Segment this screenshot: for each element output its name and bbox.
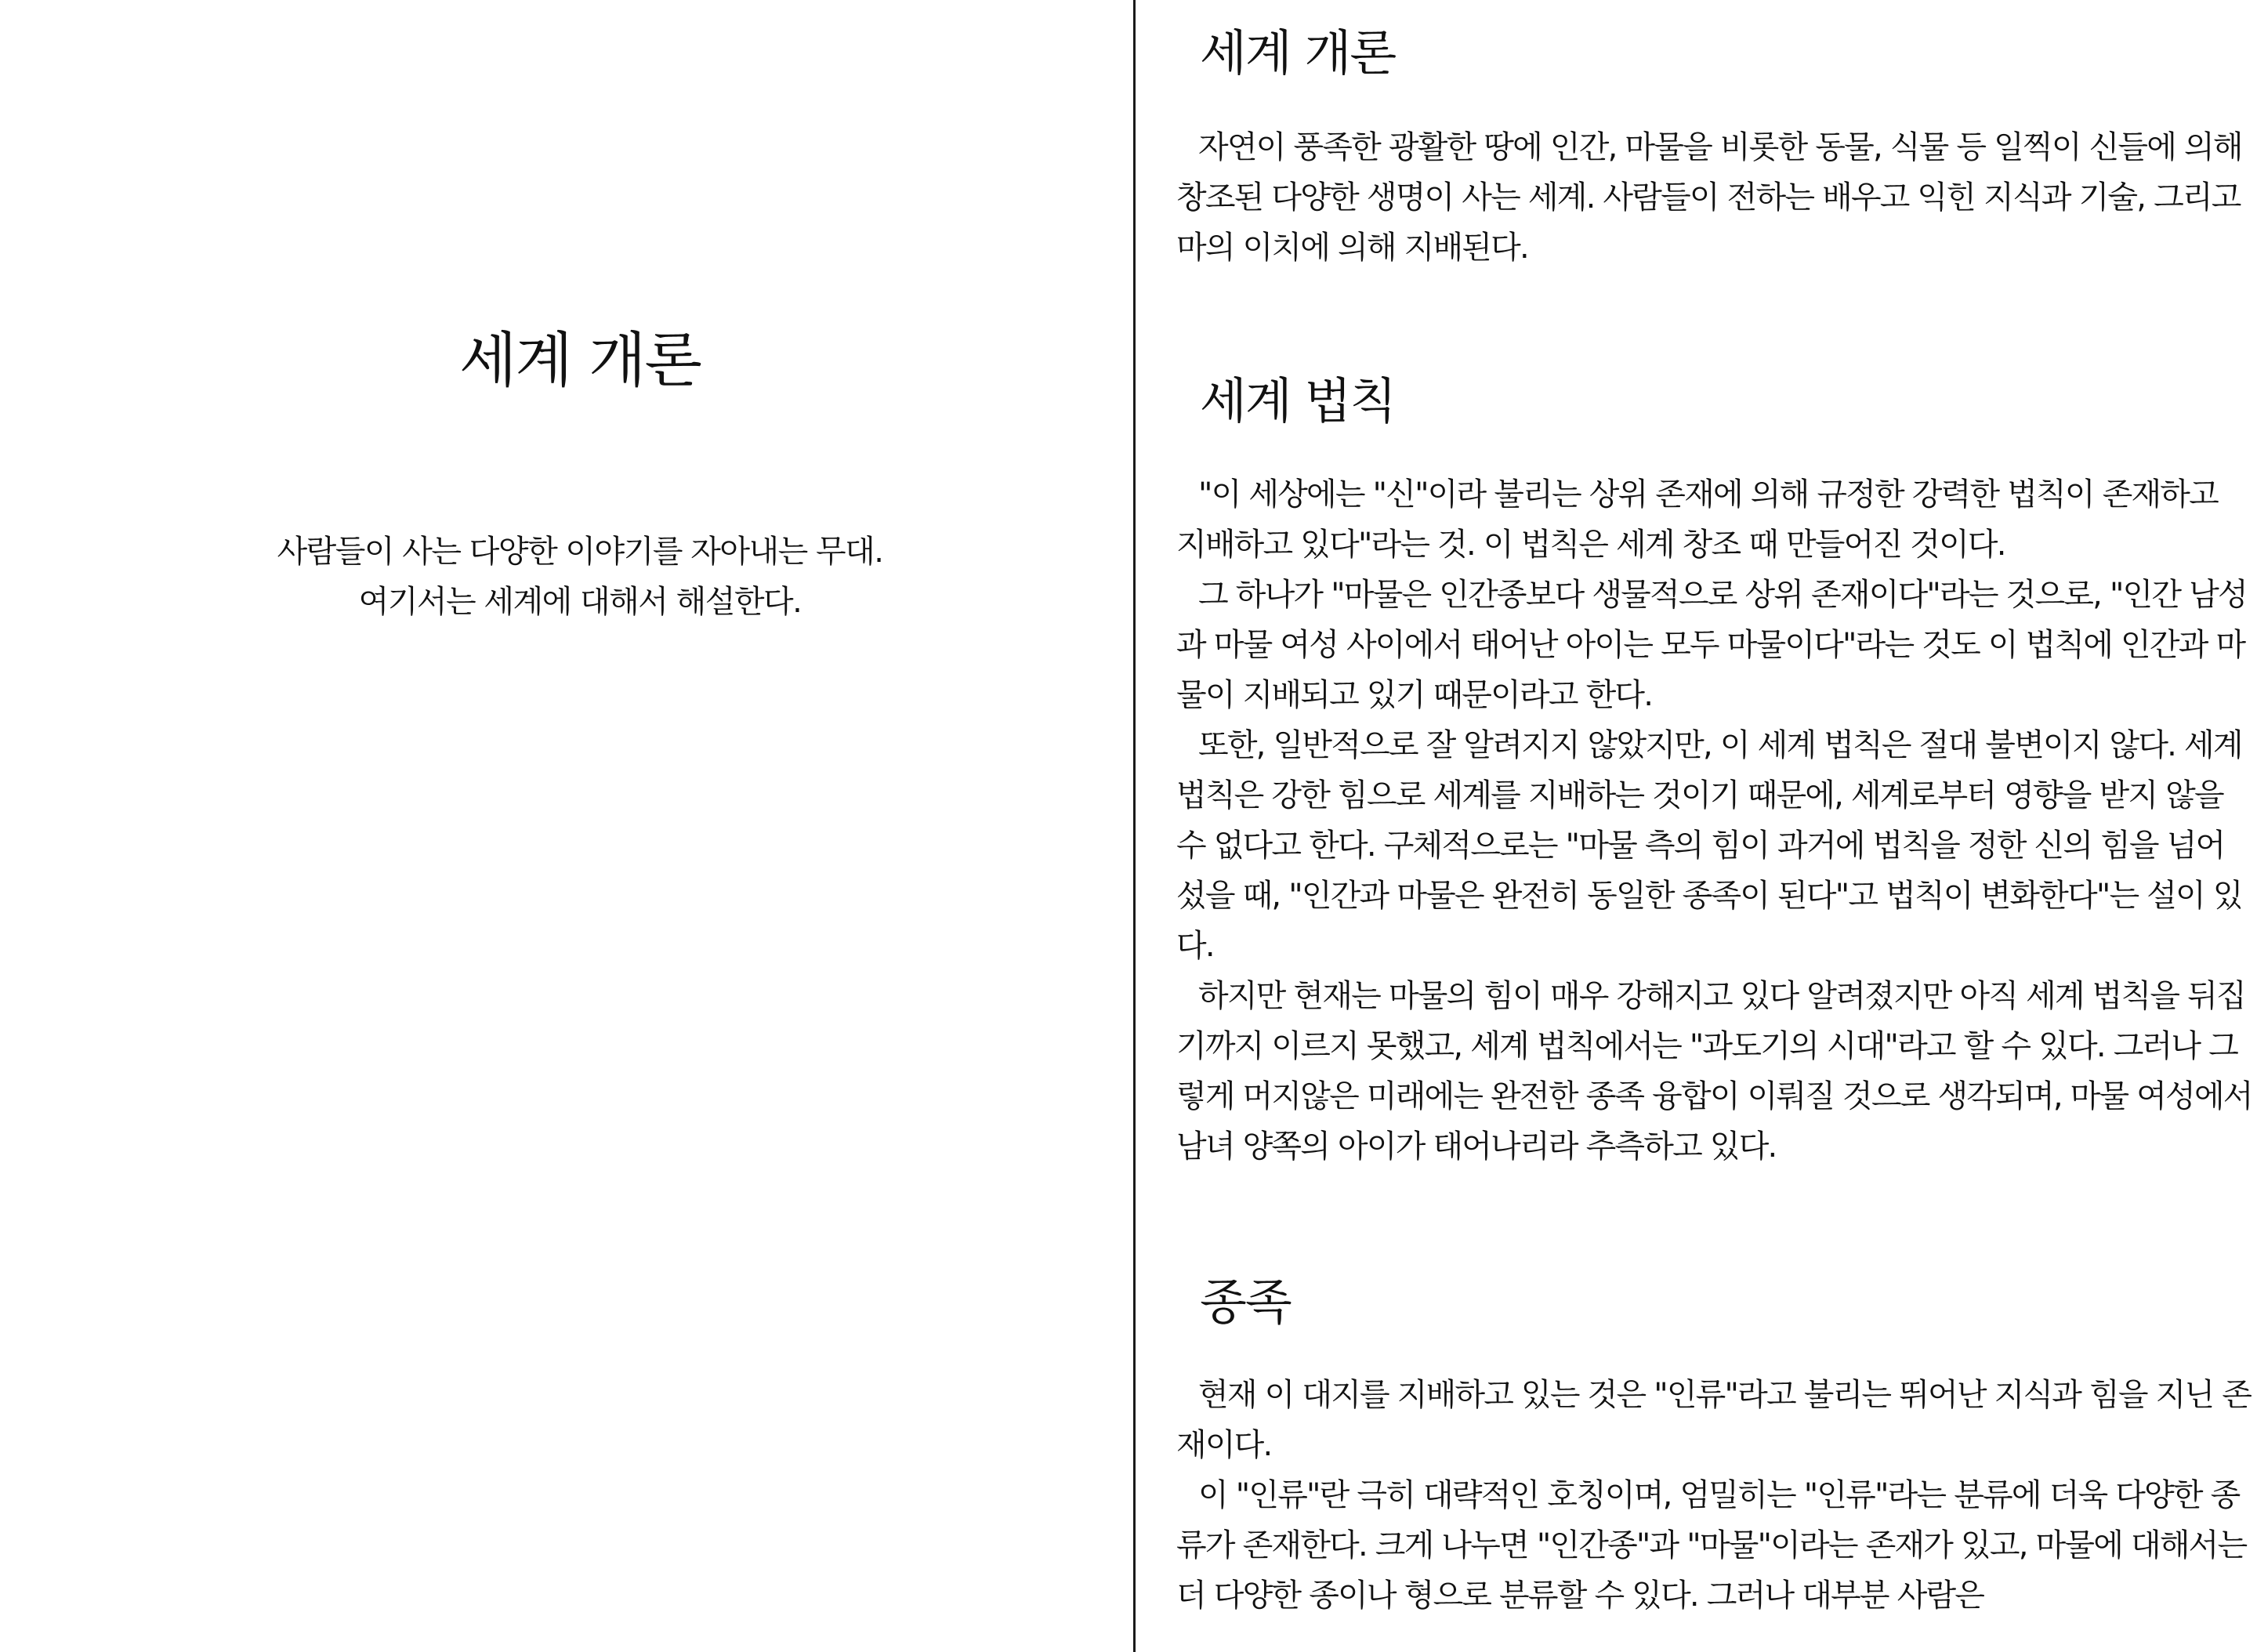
section-heading-races: 종족 xyxy=(1200,1273,1291,1331)
paragraph: 이 "인류"란 극히 대략적인 호칭이며, 엄밀히는 "인류"라는 분류에 더욱 다양한 종류가 존재한다. 크게 나누면 "인간종"과 "마물"이라는 존재가 있고, 마물에 대해서는 더 다양한 종이나 형으로 분류할 수 있다. 그러나 대부분 사람은 xyxy=(1176,1477,2247,1614)
section-heading-world-overview: 세계 개론 xyxy=(1200,24,1396,82)
paragraph: "이 세상에는 "신"이라 불리는 상위 존재에 의해 규정한 강력한 법칙이 존재하고 지배하고 있다"라는 것. 이 법칙은 세계 창조 때 만들어진 것이다. xyxy=(1176,476,2218,563)
section-heading-world-law: 세계 법칙 xyxy=(1200,372,1396,429)
section-body-world-overview xyxy=(1176,122,2254,273)
section-body-world-law xyxy=(1176,469,2254,1172)
cover-description xyxy=(0,527,1160,627)
paragraph: 하지만 현재는 마물의 힘이 매우 강해지고 있다 알려졌지만 아직 세계 법칙을 뒤집기까지 이르지 못했고, 세계 법칙에서는 "과도기의 시대"라고 할 수 있다. 그러나 그렇게 머지않은 미래에는 완전한 종족 융합이 이뤄질 것으로 생각되며, 마물 여성에서 남녀 양쪽의 아이가 태어나리라 추측하고 있다. xyxy=(1176,978,2252,1165)
left-page xyxy=(0,0,1128,1652)
right-page xyxy=(1136,0,2257,1652)
paragraph: 현재 이 대지를 지배하고 있는 것은 "인류"라고 불리는 뛰어난 지식과 힘을 지닌 존재이다. xyxy=(1176,1377,2252,1463)
cover-description-line: 사람들이 사는 다양한 이야기를 자아내는 무대. xyxy=(277,534,883,570)
paragraph: 또한, 일반적으로 잘 알려지지 않았지만, 이 세계 법칙은 절대 불변이지 않다. 세계 법칙은 강한 힘으로 세계를 지배하는 것이기 때문에, 세계로부터 영향을 받지 않을 수 없다고 한다. 구체적으로는 "마물 측의 힘이 과거에 법칙을 정한 신의 힘을 넘어 섰을 때, "인간과 마물은 완전히 동일한 종족이 된다"고 법칙이 변화한다"는 설이 있다. xyxy=(1176,727,2242,964)
paragraph: 자연이 풍족한 광활한 땅에 인간, 마물을 비롯한 동물, 식물 등 일찍이 신들에 의해 창조된 다양한 생명이 사는 세계. 사람들이 전하는 배우고 익힌 지식과 기술, 그리고 마의 이치에 의해 지배된다. xyxy=(1176,129,2242,266)
cover-title: 세계 개론 xyxy=(459,325,701,395)
section-body-races xyxy=(1176,1370,2254,1621)
paragraph: 그 하나가 "마물은 인간종보다 생물적으로 상위 존재이다"라는 것으로, "인간 남성과 마물 여성 사이에서 태어난 아이는 모두 마물이다"라는 것도 이 법칙에 인간과 마물이 지배되고 있기 때문이라고 한다. xyxy=(1176,577,2247,713)
cover-description-line: 여기서는 세계에 대해서 해설한다. xyxy=(358,584,802,620)
